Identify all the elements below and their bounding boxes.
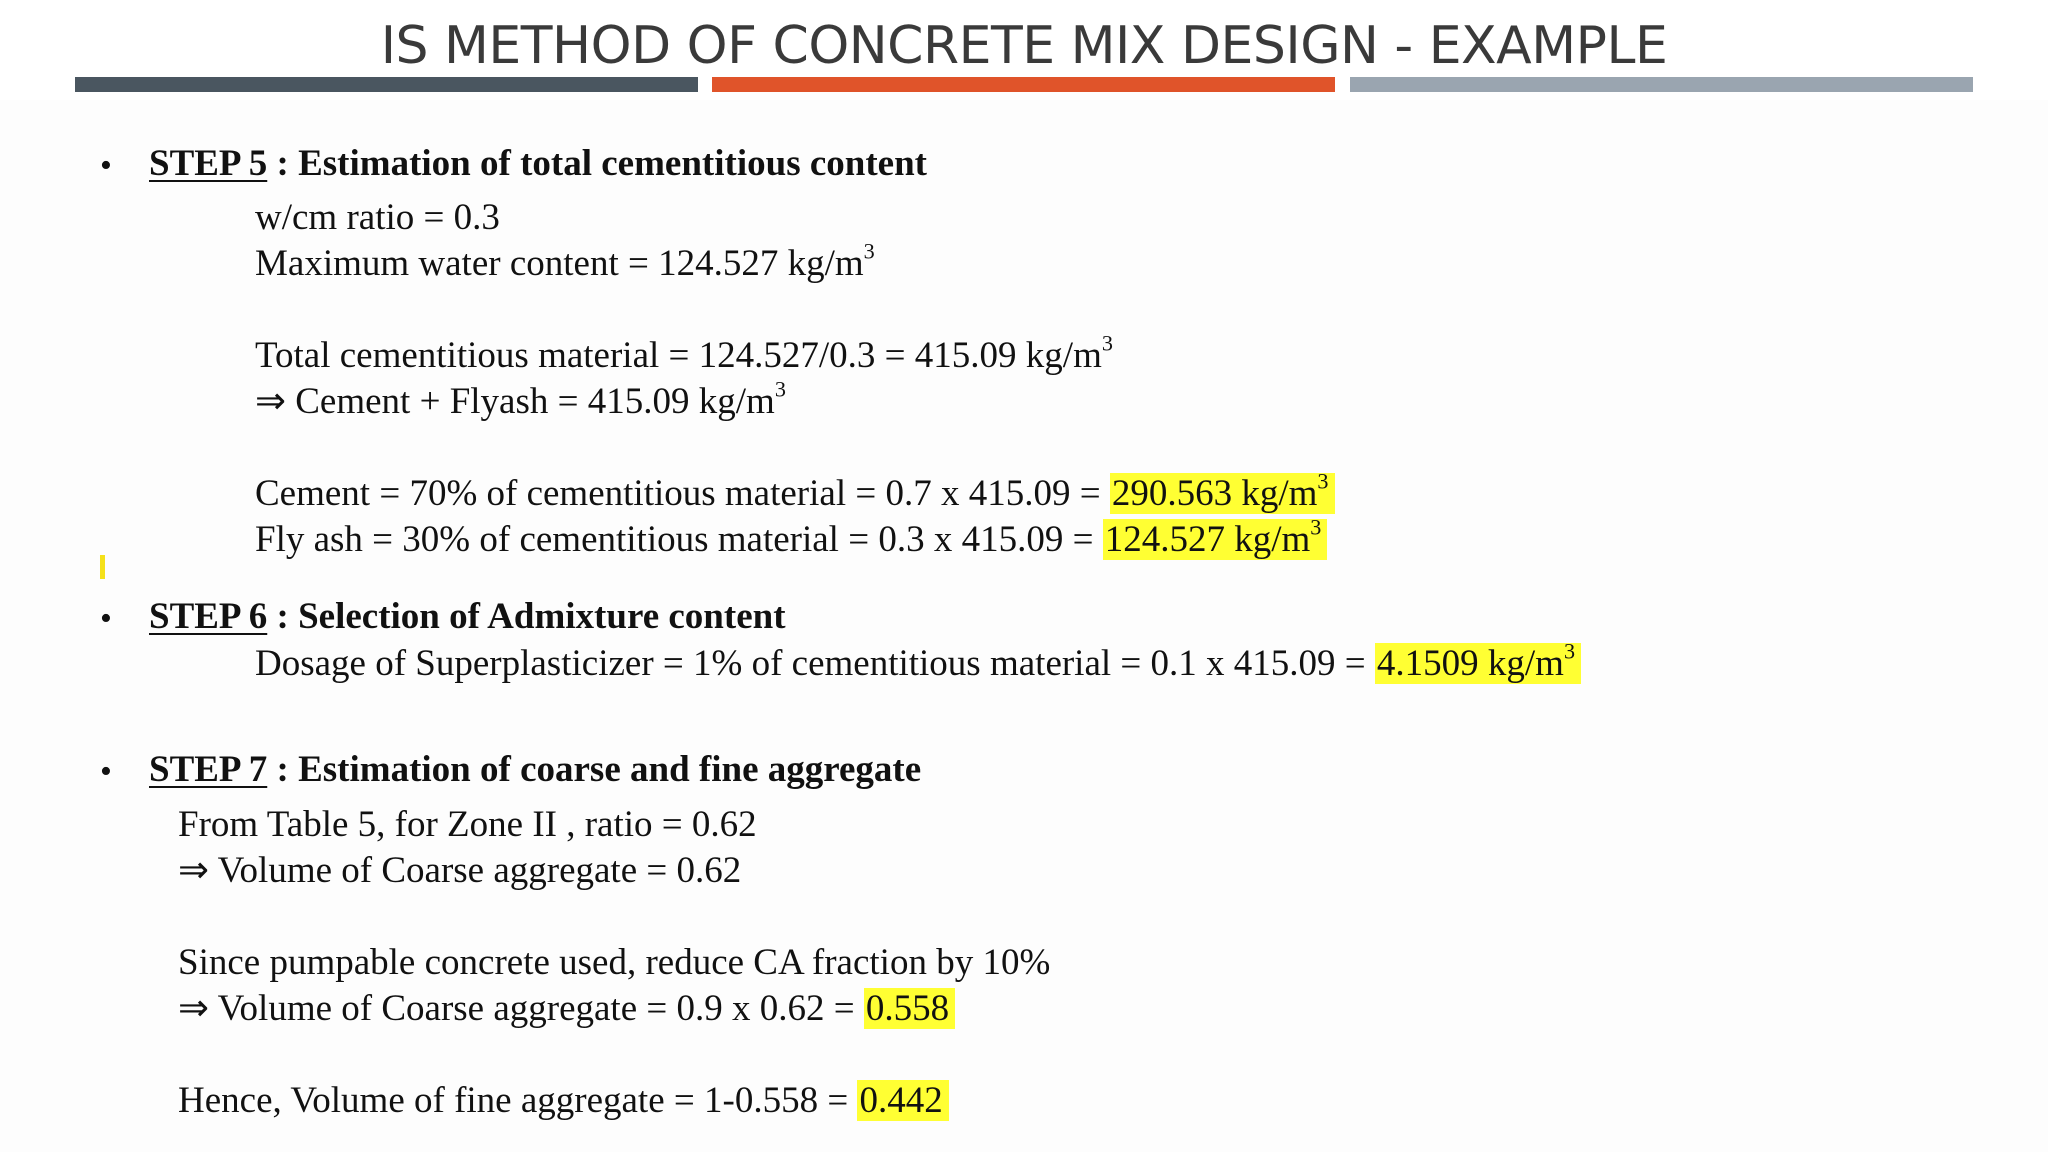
step7-volume-fine: Hence, Volume of fine aggregate = 1-0.558 = 0.442 — [178, 1079, 949, 1123]
step5-title: : Estimation of total cementitious content — [267, 143, 927, 184]
step6-superplasticizer: Dosage of Superplasticizer = 1% of cementitious material = 0.1 x 415.09 = 4.1509 $kg/m^3$ — [255, 642, 1581, 686]
step5-cement-plus-flyash: ⇒ Cement + Flyash = 415.09 $kg/m^3$ — [255, 376, 786, 422]
step7-volume-coarse: ⇒ Volume of Coarse aggregate = 0.62 — [178, 850, 742, 891]
coarse-result-highlight: 0.558 — [864, 988, 955, 1029]
step7-table-ratio: From Table 5, for Zone II , ratio = 0.62 — [178, 804, 757, 845]
fine-result-highlight: 0.442 — [857, 1080, 948, 1121]
step5-heading — [149, 142, 927, 186]
step7-pumpable-note: Since pumpable concrete used, reduce CA fraction by 10% — [178, 942, 1051, 983]
step6-title: : Selection of Admixture content — [267, 596, 786, 637]
step7-heading — [149, 748, 921, 792]
flyash-result-highlight: 124.527 $kg/m^3$ — [1103, 519, 1328, 560]
step5-cement: Cement = 70% of cementitious material = 0.7 x 415.09 = 290.563 $kg/m^3$ — [255, 472, 1335, 516]
title-accent-bar-gray — [1350, 77, 1973, 92]
highlighter-mark — [100, 555, 105, 579]
title-accent-bar-dark — [75, 77, 698, 92]
bullet-icon: • — [100, 600, 112, 637]
bullet-icon: • — [100, 147, 112, 184]
step5-flyash: Fly ash = 30% of cementitious material = 0.3 x 415.09 = 124.527 $kg/m^3$ — [255, 518, 1327, 562]
step6-label: STEP 6 — [149, 596, 268, 637]
step5-total-cementitious: Total cementitious material = 124.527/0.3 = 415.09 $kg/m^3$ — [255, 330, 1113, 376]
cement-result-highlight: 290.563 $kg/m^3$ — [1110, 473, 1335, 514]
step5-max-water: Maximum water content = 124.527 $kg/m^3$ — [255, 238, 875, 284]
superplasticizer-result-highlight: 4.1509 $kg/m^3$ — [1375, 643, 1581, 684]
step7-title: : Estimation of coarse and fine aggregate — [267, 749, 922, 790]
step7-volume-coarse-reduced: ⇒ Volume of Coarse aggregate = 0.9 x 0.62 = 0.558 — [178, 987, 955, 1031]
title-accent-bar-orange — [712, 77, 1335, 92]
step5-label: STEP 5 — [149, 143, 268, 184]
step5-wcm-ratio: w/cm ratio = 0.3 — [255, 197, 500, 238]
bullet-icon: • — [100, 753, 112, 790]
step7-label: STEP 7 — [149, 749, 268, 790]
step6-heading — [149, 595, 786, 639]
slide-title: IS METHOD OF CONCRETE MIX DESIGN - EXAMPLE — [380, 16, 1668, 76]
